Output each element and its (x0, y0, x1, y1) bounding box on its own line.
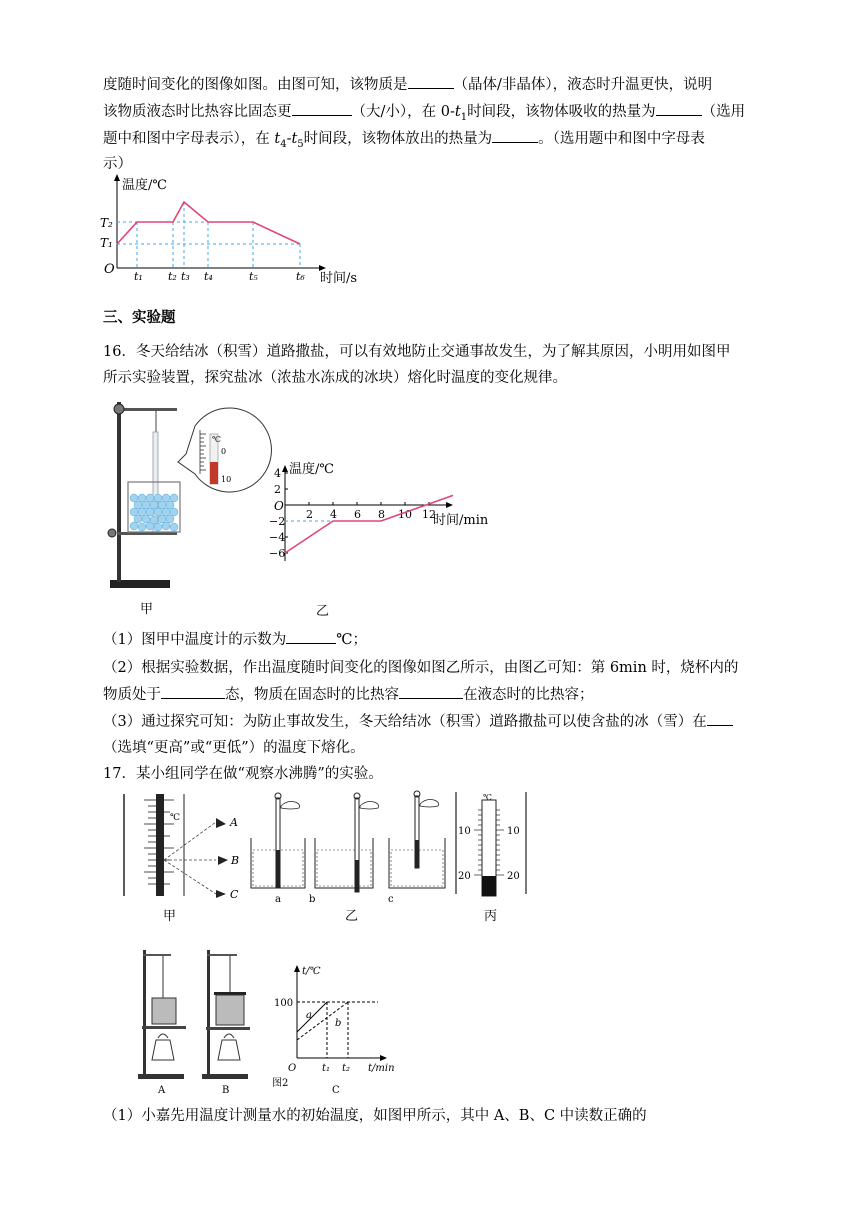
series-line (285, 495, 453, 553)
svg-text:t₂: t₂ (168, 270, 177, 283)
answer-blank[interactable] (292, 101, 352, 116)
svg-text:0: 0 (221, 447, 227, 456)
svg-text:100: 100 (274, 998, 294, 1009)
answer-blank[interactable] (492, 128, 538, 143)
svg-text:b: b (309, 894, 316, 905)
section-title: 三、实验题 (103, 310, 176, 326)
svg-text:B: B (231, 854, 240, 867)
svg-text:B: B (222, 1085, 230, 1096)
answer-blank[interactable] (286, 629, 336, 644)
svg-text:t₄: t₄ (204, 270, 213, 283)
x-tick-label: 6 (354, 508, 361, 521)
T1-label: T₁ (100, 236, 113, 250)
q17-fig-yi (245, 790, 455, 905)
y-axis-label: 温度/℃ (289, 462, 334, 477)
q16-sub-3a: （3）通过探究可知：为防止事故发生，冬天给结冰（积雪）道路撒盐可以使含盐的冰（雪）在 (103, 710, 733, 731)
y-tick-label: 2 (274, 483, 281, 496)
svg-text:C: C (332, 1085, 340, 1096)
caption-jia: 甲 (140, 602, 154, 617)
svg-text:10: 10 (221, 475, 232, 484)
y-axis-label: 温度/℃ (122, 178, 167, 193)
x-axis-arrow (446, 502, 453, 508)
q16-sub-3b: （选填“更高”或“更低”）的温度下熔化。 (103, 740, 365, 756)
svg-text:t₂: t₂ (342, 1063, 351, 1074)
q15-line-4: 示） (103, 156, 132, 172)
q16-apparatus-figure (100, 390, 245, 595)
apparatus-a (138, 950, 186, 1079)
svg-text:a: a (306, 1010, 312, 1021)
q16-sub-2b: 物质处于 态，物质在固态时的比热容 在液态时的比热容； (103, 683, 594, 704)
q16-line-1: 16．冬天给结冰（积雪）道路撒盐，可以有效地防止交通事故发生，为了解其原因，小明用如图甲 (103, 344, 731, 360)
caption-q17-bing: 丙 (484, 909, 498, 924)
svg-text:c: c (388, 894, 394, 905)
svg-text:10: 10 (458, 826, 471, 837)
q17-sub-1: （1）小嘉先用温度计测量水的初始温度，如图甲所示，其中 A、B、C 中读数正确的 (103, 1108, 647, 1124)
q17-fig-bing (452, 790, 532, 900)
svg-text:10: 10 (507, 826, 520, 837)
caption-q17-jia: 甲 (163, 909, 177, 924)
answer-blank[interactable] (399, 684, 463, 699)
q15-temperature-graph (100, 172, 370, 287)
y-tick-label: −6 (269, 547, 286, 560)
origin-label: O (274, 499, 284, 513)
svg-text:b: b (335, 1018, 342, 1029)
svg-text:a: a (275, 894, 281, 905)
svg-text:20: 20 (458, 871, 471, 882)
q16-sub-2a: （2）根据实验数据，作出温度随时间变化的图像如图乙所示，由图乙可知：第 6min 时，烧杯内的 (103, 660, 739, 676)
svg-text:O: O (288, 1063, 297, 1074)
q15-line-1: 度随时间变化的图像如图。由图可知，该物质是 （晶体/非晶体），液态时升温更快，说明 (103, 73, 712, 94)
x-tick-label: 8 (378, 508, 385, 521)
x-axis-label: 时间/s (320, 271, 358, 286)
q17-fig2 (130, 940, 410, 1100)
svg-text:t₅: t₅ (249, 270, 258, 283)
caption-yi: 乙 (316, 604, 330, 619)
q15-line-2: 该物质液态时比热容比固态更 （大/小），在 $0-t_1$时间段，该物体吸收的热量为 （选用 (103, 100, 745, 123)
svg-text:图2: 图2 (272, 1078, 289, 1089)
y-tick-label: −2 (269, 515, 286, 528)
svg-text:t₆: t₆ (296, 270, 305, 283)
y-axis-arrow (282, 465, 288, 472)
x-tick-label: 2 (306, 508, 313, 521)
svg-text:t/min: t/min (368, 1063, 395, 1074)
x-axis-label: 时间/min (433, 513, 489, 528)
T2-label: T₂ (100, 216, 113, 230)
answer-blank[interactable] (408, 74, 454, 89)
svg-text:t/℃: t/℃ (302, 966, 321, 977)
svg-text:t₁: t₁ (322, 1063, 331, 1074)
svg-text:℃: ℃ (170, 813, 181, 823)
svg-text:A: A (230, 816, 238, 829)
q16-melting-chart (255, 435, 489, 570)
svg-text:O: O (104, 262, 115, 277)
x-tick-label: 4 (330, 508, 337, 521)
svg-text:t₁: t₁ (134, 270, 143, 283)
svg-text:20: 20 (507, 871, 520, 882)
q16-line-2: 所示实验装置，探究盐冰（浓盐水冻成的冰块）熔化时温度的变化规律。 (103, 370, 567, 386)
q16-sub-1: （1）图甲中温度计的示数为 ℃； (103, 628, 367, 649)
caption-q17-yi: 乙 (345, 909, 359, 924)
answer-blank[interactable] (707, 711, 733, 726)
svg-text:℃: ℃ (212, 435, 221, 444)
svg-text:t₃: t₃ (181, 270, 190, 283)
svg-text:A: A (158, 1085, 166, 1096)
svg-text:C: C (230, 888, 239, 901)
q17-fig-jia (120, 790, 250, 900)
y-tick-label: 4 (274, 467, 281, 480)
apparatus-b (202, 950, 250, 1079)
answer-blank[interactable] (161, 684, 225, 699)
y-tick-label: −4 (269, 531, 286, 544)
svg-text:℃: ℃ (483, 793, 492, 802)
q15-line-3: 题中和图中字母表示），在 $t_4-t_5$时间段，该物体放出的热量为 。（选用题中和图中字母表 (103, 127, 705, 150)
q17-line-1: 17．某小组同学在做“观察水沸腾”的实验。 (103, 766, 383, 782)
answer-blank[interactable] (656, 101, 702, 116)
x-tick-label: 12 (422, 508, 436, 521)
x-tick-label: 10 (398, 508, 412, 521)
